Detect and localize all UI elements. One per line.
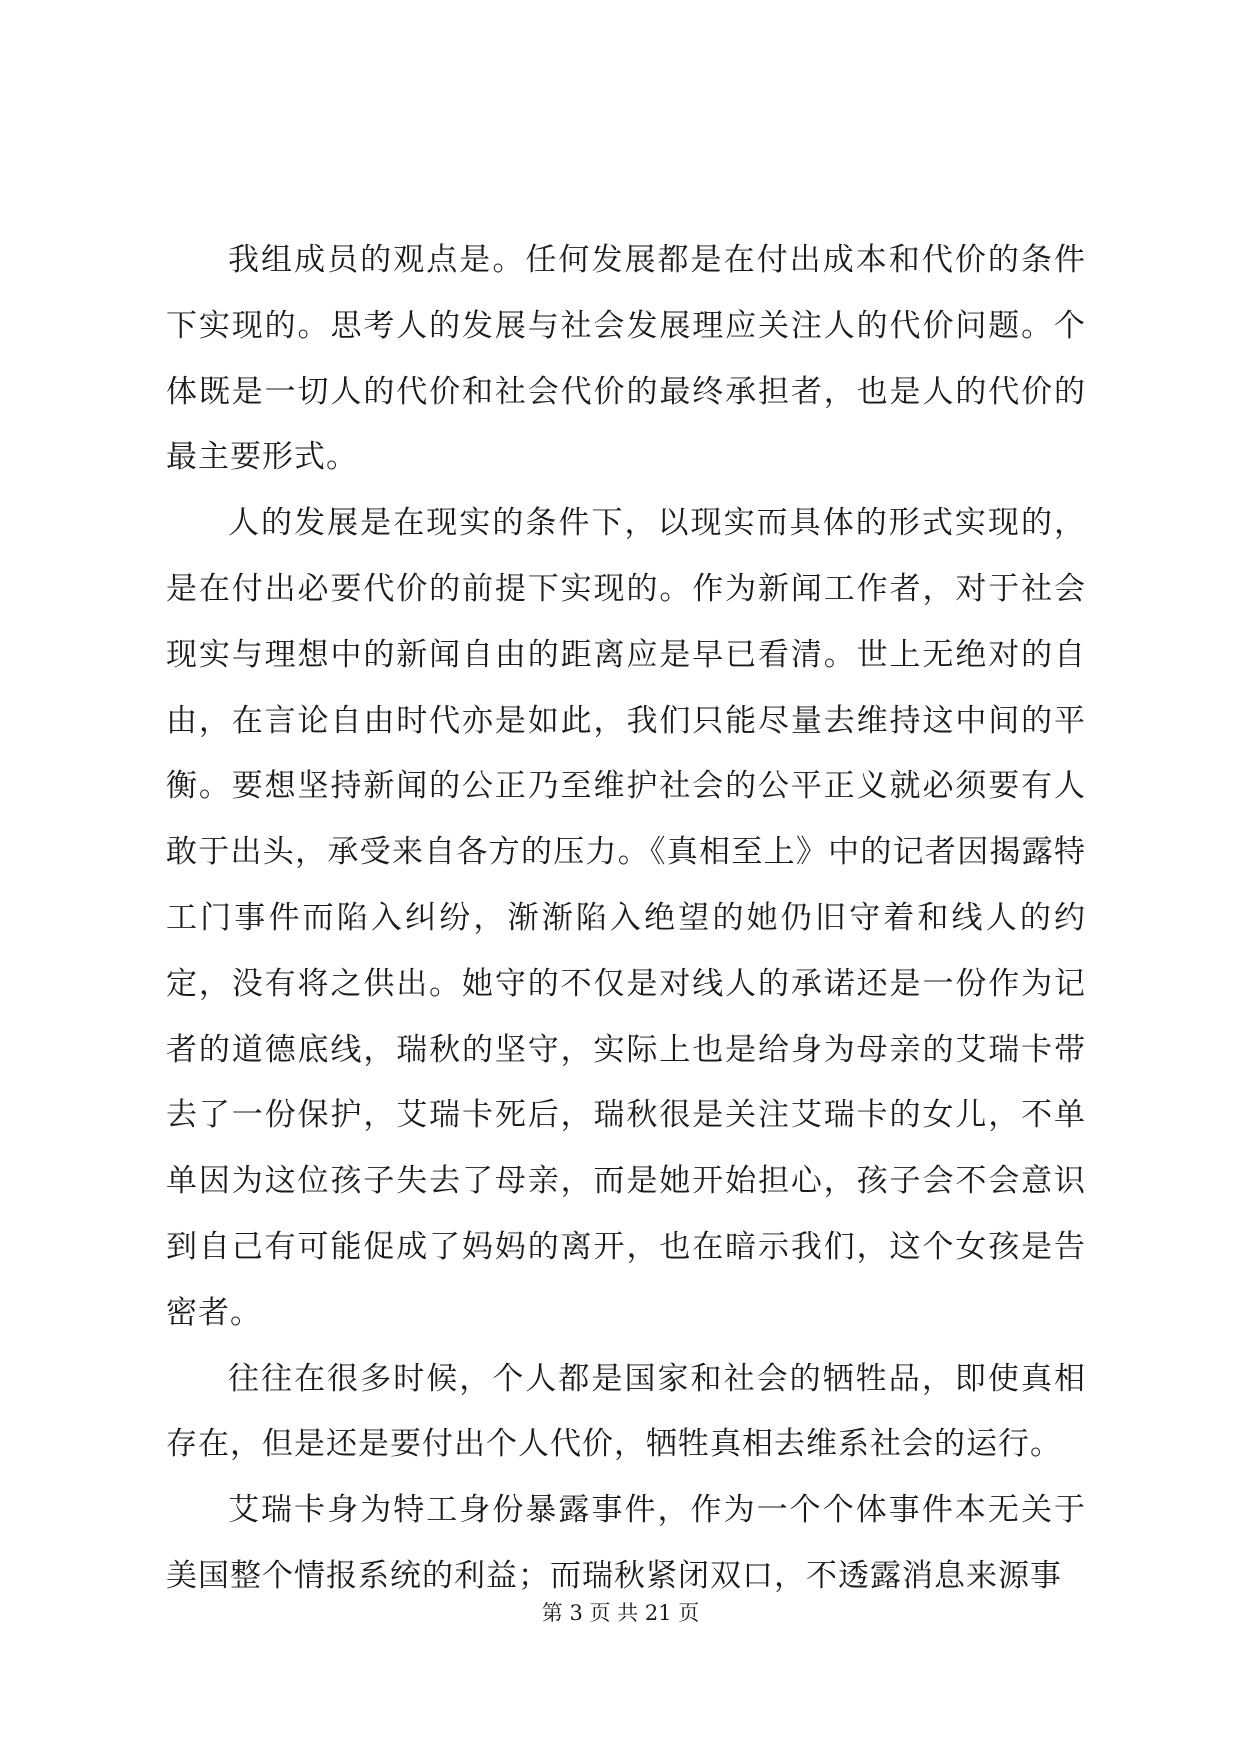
paragraph: 往往在很多时候，个人都是国家和社会的牺牲品，即使真相存在，但是还是要付出个人代价，牺牲真相去维系社会的运行。 bbox=[166, 1360, 1086, 1463]
document-body bbox=[166, 228, 1086, 1610]
page-number-footer: 第 3 页 共 21 页 bbox=[541, 1601, 700, 1625]
paragraph: 人的发展是在现实的条件下，以现实而具体的形式实现的，是在付出必要代价的前提下实现的。作为新闻工作者，对于社会现实与理想中的新闻自由的距离应是早已看清。世上无绝对的自由，在言论自由时代亦是如此，我们只能尽量去维持这中间的平衡。要想坚持新闻的公正乃至维护社会的公平正义就必须要有人敢于出头，承受来自各方的压力。《真相至上》中的记者因揭露特工门事件而陷入纠纷，渐渐陷入绝望的她仍旧守着和线人的约定，没有将之供出。她守的不仅是对线人的承诺还是一份作为记者的道德底线，瑞秋的坚守，实际上也是给身为母亲的艾瑞卡带去了一份保护，艾瑞卡死后，瑞秋很是关注艾瑞卡的女儿，不单单因为这位孩子失去了母亲，而是她开始担心，孩子会不会意识到自己有可能促成了妈妈的离开，也在暗示我们，这个女孩是告密者。 bbox=[166, 505, 1086, 1331]
paragraph: 我组成员的观点是。任何发展都是在付出成本和代价的条件下实现的。思考人的发展与社会发展理应关注人的代价问题。个体既是一切人的代价和社会代价的最终承担者，也是人的代价的最主要形式。 bbox=[166, 242, 1086, 476]
paragraph: 艾瑞卡身为特工身份暴露事件，作为一个个体事件本无关于美国整个情报系统的利益；而瑞秋紧闭双口，不透露消息来源事 bbox=[166, 1492, 1086, 1594]
